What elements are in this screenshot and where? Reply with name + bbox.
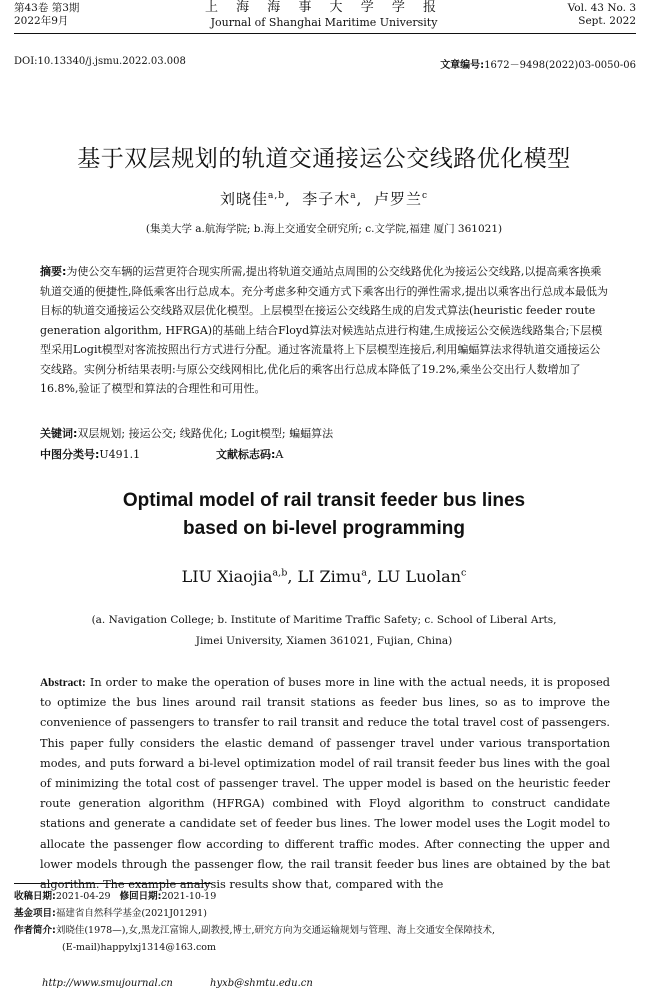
footnote-email: (E-mail)happylxj1314@163.com [62,942,217,953]
title-en [0,487,648,543]
abstract-en [40,673,610,895]
article-number [440,56,636,71]
author-en-2: LI Zimu [297,567,362,586]
clc-label: 中图分类号: [40,448,100,461]
footnote-fund [14,908,634,920]
title-en-line-2: based on bi-level programming [183,518,465,539]
revised-date: 2021-10-19 [161,891,217,902]
abstract-en-text: In order to make the operation of buses more in line with the actual needs, it is proposed to optimize the bus lines around rail transit stations as feeder bus lines, so as to improve the convenience of passengers to transfer to rail transit and reduce the total travel cost of passengers. This paper fully considers the elastic demand of passenger travel under various transportation modes, and puts forward a bi-level optimization model of rail transit feeder bus lines with the goal of minimizing the total cost of passenger travel. The upper model is based on the heuristic feeder route generation algorithm (HFRGA) combined with Floyd algorithm to construct candidate stations and generate a candidate set of feeder bus lines. The lower model uses the Logit model to allocate the passenger flow according to different traffic modes. After connecting the upper and lower models through the passenger flow, the rail transit feeder bus lines are obtained by the bat algorithm. The example analysis results show that, compared with the [40,676,610,892]
header-volume-en-block [568,2,636,28]
author-en-separator: , [287,567,298,586]
keywords-label: 关键词: [40,427,78,440]
footer-email: hyxb@shmtu.edu.cn [210,978,313,989]
author-cn-2-aff: a [350,191,357,201]
keywords-text: 双层规划; 接运公交; 线路优化; Logit模型; 蝙蝠算法 [77,427,334,440]
header-volume-cn: 第43卷 第3期 [14,2,80,14]
author-en-2-aff: a [361,567,367,579]
keywords [40,425,610,441]
footer-url: http://www.smujournal.cn [42,978,173,989]
article-number-value: 1672－9498(2022)03-0050-06 [484,60,636,71]
clc-value: U491.1 [99,448,141,461]
author-cn-3-aff: c [422,191,429,201]
authors-cn: 刘晓佳$^{a,b}$, 李子木$^a$, 卢罗兰$^c$ [219,190,429,208]
author-en-3: LU Luolan [377,567,462,586]
author-en-1: LIU Xiaojia [181,567,273,586]
abstract-cn [40,262,610,399]
author-cn-1: 刘晓佳 [219,190,268,208]
received-label: 收稿日期: [14,891,56,902]
author-en-3-aff: c [461,567,467,579]
doi: DOI:10.13340/j.jsmu.2022.03.008 [14,56,186,67]
header-journal-en: Journal of Shanghai Maritime University [210,16,438,29]
fund-label: 基金项目: [14,908,56,919]
fund-text: 福建省自然科学基金(2021J01291) [55,908,207,919]
header-volume-en: Vol. 43 No. 3 [567,2,636,14]
author-cn-2: 李子木 [302,190,351,208]
received-date: 2021-04-29 [55,891,111,902]
document-code-label: 文献标志码: [216,448,276,461]
header-journal [0,0,648,29]
author-cn-3: 卢罗兰 [373,190,422,208]
authors-en [0,567,648,586]
bio-label: 作者简介: [14,925,56,936]
title-cn: 基于双层规划的轨道交通接运公交线路优化模型 [77,146,571,172]
title-en-line-1: Optimal model of rail transit feeder bus lines [122,490,526,511]
affiliation-en-line-1: (a. Navigation College; b. Institute of Maritime Traffic Safety; c. School of Liberal Arts, [91,614,557,626]
author-en-separator: , [367,567,378,586]
clc-number [40,446,140,462]
footnote-dates [14,891,634,903]
abstract-cn-label: 摘要: [40,265,67,278]
document-code-value: A [275,448,284,461]
header-date-en: Sept. 2022 [578,15,636,27]
author-en-1-aff: a,b [272,567,288,579]
article-number-label: 文章编号: [440,60,485,71]
affiliation-en [0,610,648,652]
abstract-cn-text: 为使公交车辆的运营更符合现实所需,提出将轨道交通站点周围的公交线路优化为接运公交线路,以提高乘客换乘轨道交通的便捷性,降低乘客出行总成本。充分考虑多种交通方式下乘客出行的弹性需求,提出以乘客出行总成本最低为目标的轨道交通接运公交线路双层优化模型。上层模型在接运公交线路生成的启发式算法(heuristic feeder route generation algorithm, HFRGA)的基础上结合Floyd算法对候选站点进行构建,生成接运公交候选线路集合;下层模型采用Logit模型对客流按照出行方式进行分配。通过客流量将上下层模型连接后,利用蝙蝠算法求得轨道交通接运公交线路。实例分析结果表明:与原公交线网相比,优化后的乘客出行总成本降低了19.2%,乘坐公交出行人数增加了16.8%,验证了模型和算法的合理性和可用性。 [40,265,608,395]
header-journal-cn: 上 海 海 事 大 学 学 报 [205,0,443,15]
header-date-cn: 2022年9月 [14,15,69,27]
document-code [216,446,283,462]
revised-label: 修回日期: [119,891,162,902]
affiliation-en-line-2: Jimei University, Xiamen 361021, Fujian, China) [195,635,453,647]
bio-text: 刘晓佳(1978—),女,黑龙江富锦人,副教授,博士,研究方向为交通运输规划与管理、海上交通安全保障技术, [55,925,496,936]
author-cn-1-aff: a,b [267,191,285,201]
header-rule [14,33,636,34]
abstract-en-label: Abstract: [40,677,86,689]
footnote-rule [14,883,212,884]
footnote-bio [14,925,634,937]
affiliation-cn: (集美大学 a.航海学院; b.海上交通安全研究所; c.文学院,福建 厦门 361021) [145,223,503,235]
